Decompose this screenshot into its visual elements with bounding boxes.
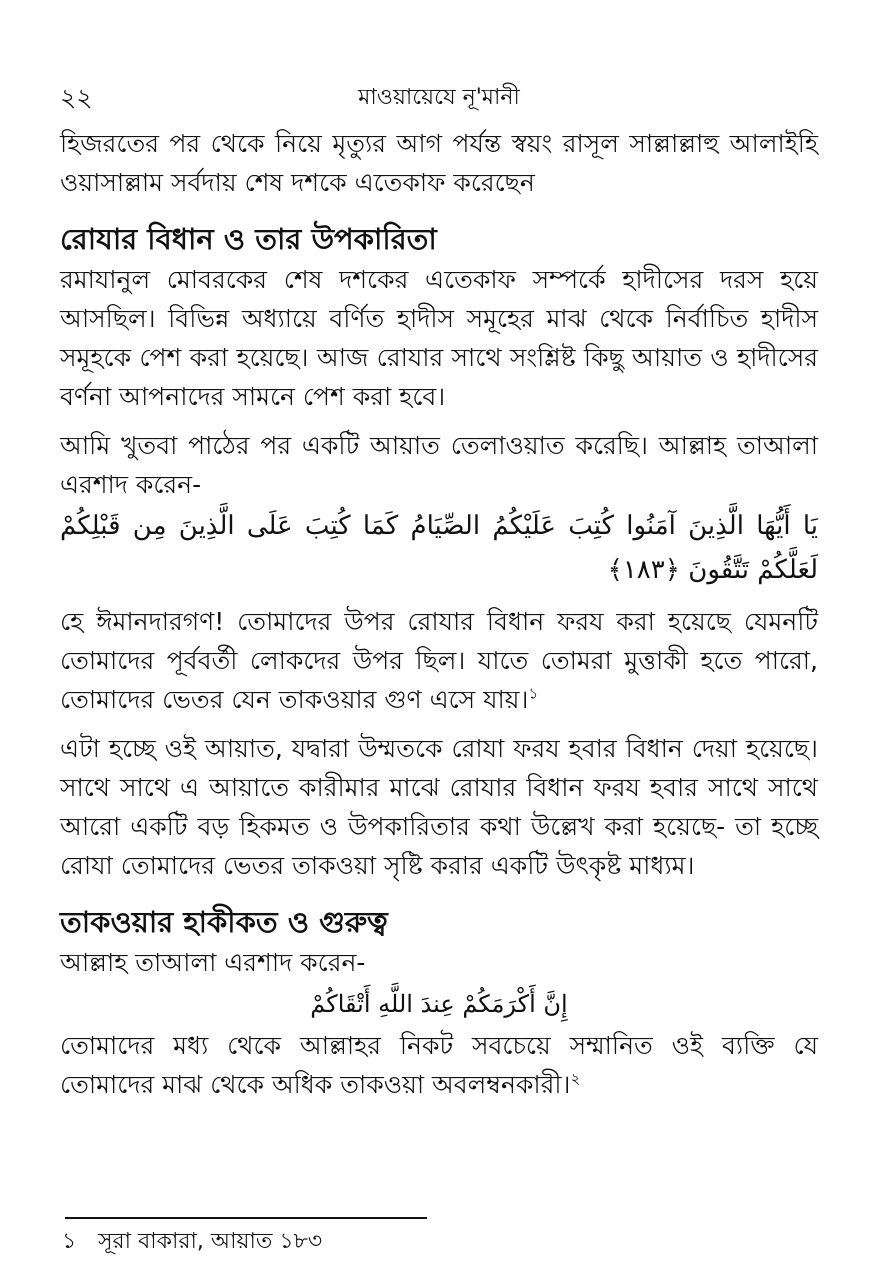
paragraph-allah-says: আল্লাহ তাআলা এরশাদ করেন-: [60, 948, 366, 977]
honored-text: তোমাদের মধ্য থেকে আল্লাহর নিকট সবচেয়ে সম্মানিত ওই ব্যক্তি যে তোমাদের মাঝ থেকে অধিক তাকওয়া অবলম্বনকারী।: [60, 1031, 818, 1099]
running-head: [60, 78, 818, 110]
arabic-verse-taqwa: إِنَّ أَكْرَمَكُمْ عِندَ اللَّهِ أَتْقَاكُمْ: [310, 990, 568, 1018]
footnote-text: সূরা বাকারা, আয়াত ১৮৩: [98, 1229, 323, 1254]
paragraph-honored-one: [60, 1026, 818, 1104]
section-heading-fasting-rule: রোযার বিধান ও তার উপকারিতা: [60, 222, 437, 256]
intro-paragraph: হিজরতের পর থেকে নিয়ে মৃত্যুর আগ পর্যন্ত স্বয়ং রাসূল সাল্লাল্লাহু আলাইহি ওয়াসাল্লাম সর্বদায় শেষ দশকে এতেকাফ করেছেন: [60, 129, 818, 197]
page-body: [60, 124, 818, 1104]
arabic-verse-fasting: يَا أَيُّهَا الَّذِينَ آمَنُوا كُتِبَ عَلَيْكُمُ الصِّيَامُ كَمَا كُتِبَ عَلَى الَّذِينَ مِن قَبْلِكُمْ لَعَلَّكُمْ تَتَّقُونَ ﴿١٨٣﴾: [60, 511, 818, 585]
footnote-number: ১: [62, 1229, 77, 1254]
footnote-1: [62, 1227, 322, 1257]
paragraph-itikaf-lessons: রমাযানুল মোবরকের শেষ দশকের এতেকাফ সম্পর্কে হাদীসের দরস হয়ে আসছিল। বিভিন্ন অধ্যায়ে বর্ণিত হাদীস সমূহের মাঝ থেকে নির্বাচিত হাদীস সমূহকে পেশ করা হয়েছে। আজ রোযার সাথে সংশ্লিষ্ট কিছু আয়াত ও হাদীসের বর্ণনা আপনাদের সামনে পেশ করা হবে।: [60, 265, 818, 411]
page-number: ২২: [60, 83, 93, 112]
paragraph-verse-explanation: এটা হচ্ছে ওই আয়াত, যদ্বারা উম্মতকে রোযা ফরয হবার বিধান দেয়া হয়েছে। সাথে সাথে এ আয়াতে কারীমার মাঝে রোযার বিধান ফরয হবার সাথে সাথে আরো একটি বড় হিকমত ও উপকারিতার কথা উল্লেখ করা হয়েছে- তা হচ্ছে রোযা তোমাদের ভেতর তাকওয়া সৃষ্টি করার একটি উৎকৃষ্ট মাধ্যম।: [60, 734, 818, 880]
translation-text: হে ঈমানদারগণ! তোমাদের উপর রোযার বিধান ফরয করা হয়েছে যেমনটি তোমাদের পূর্ববর্তী লোকদের উপর ছিল। যাতে তোমরা মুত্তাকী হতে পারো, তোমাদের ভেতর যেন তাকওয়ার গুণ এসে যায়।: [60, 607, 818, 714]
footnote-marker-2: ২: [570, 1069, 581, 1088]
paragraph-recitation: আমি খুতবা পাঠের পর একটি আয়াত তেলাওয়াত করেছি। আল্লাহ তাআলা এরশাদ করেন-: [60, 431, 818, 499]
section-heading-taqwa: তাকওয়ার হাকীকত ও গুরুত্ব: [60, 905, 388, 939]
footnote-divider: [65, 1217, 427, 1219]
footnote-marker-1: ১: [528, 684, 539, 703]
paragraph-verse-translation: [60, 602, 818, 719]
book-title: মাওয়ায়েযে নূ'মানী: [358, 85, 520, 110]
